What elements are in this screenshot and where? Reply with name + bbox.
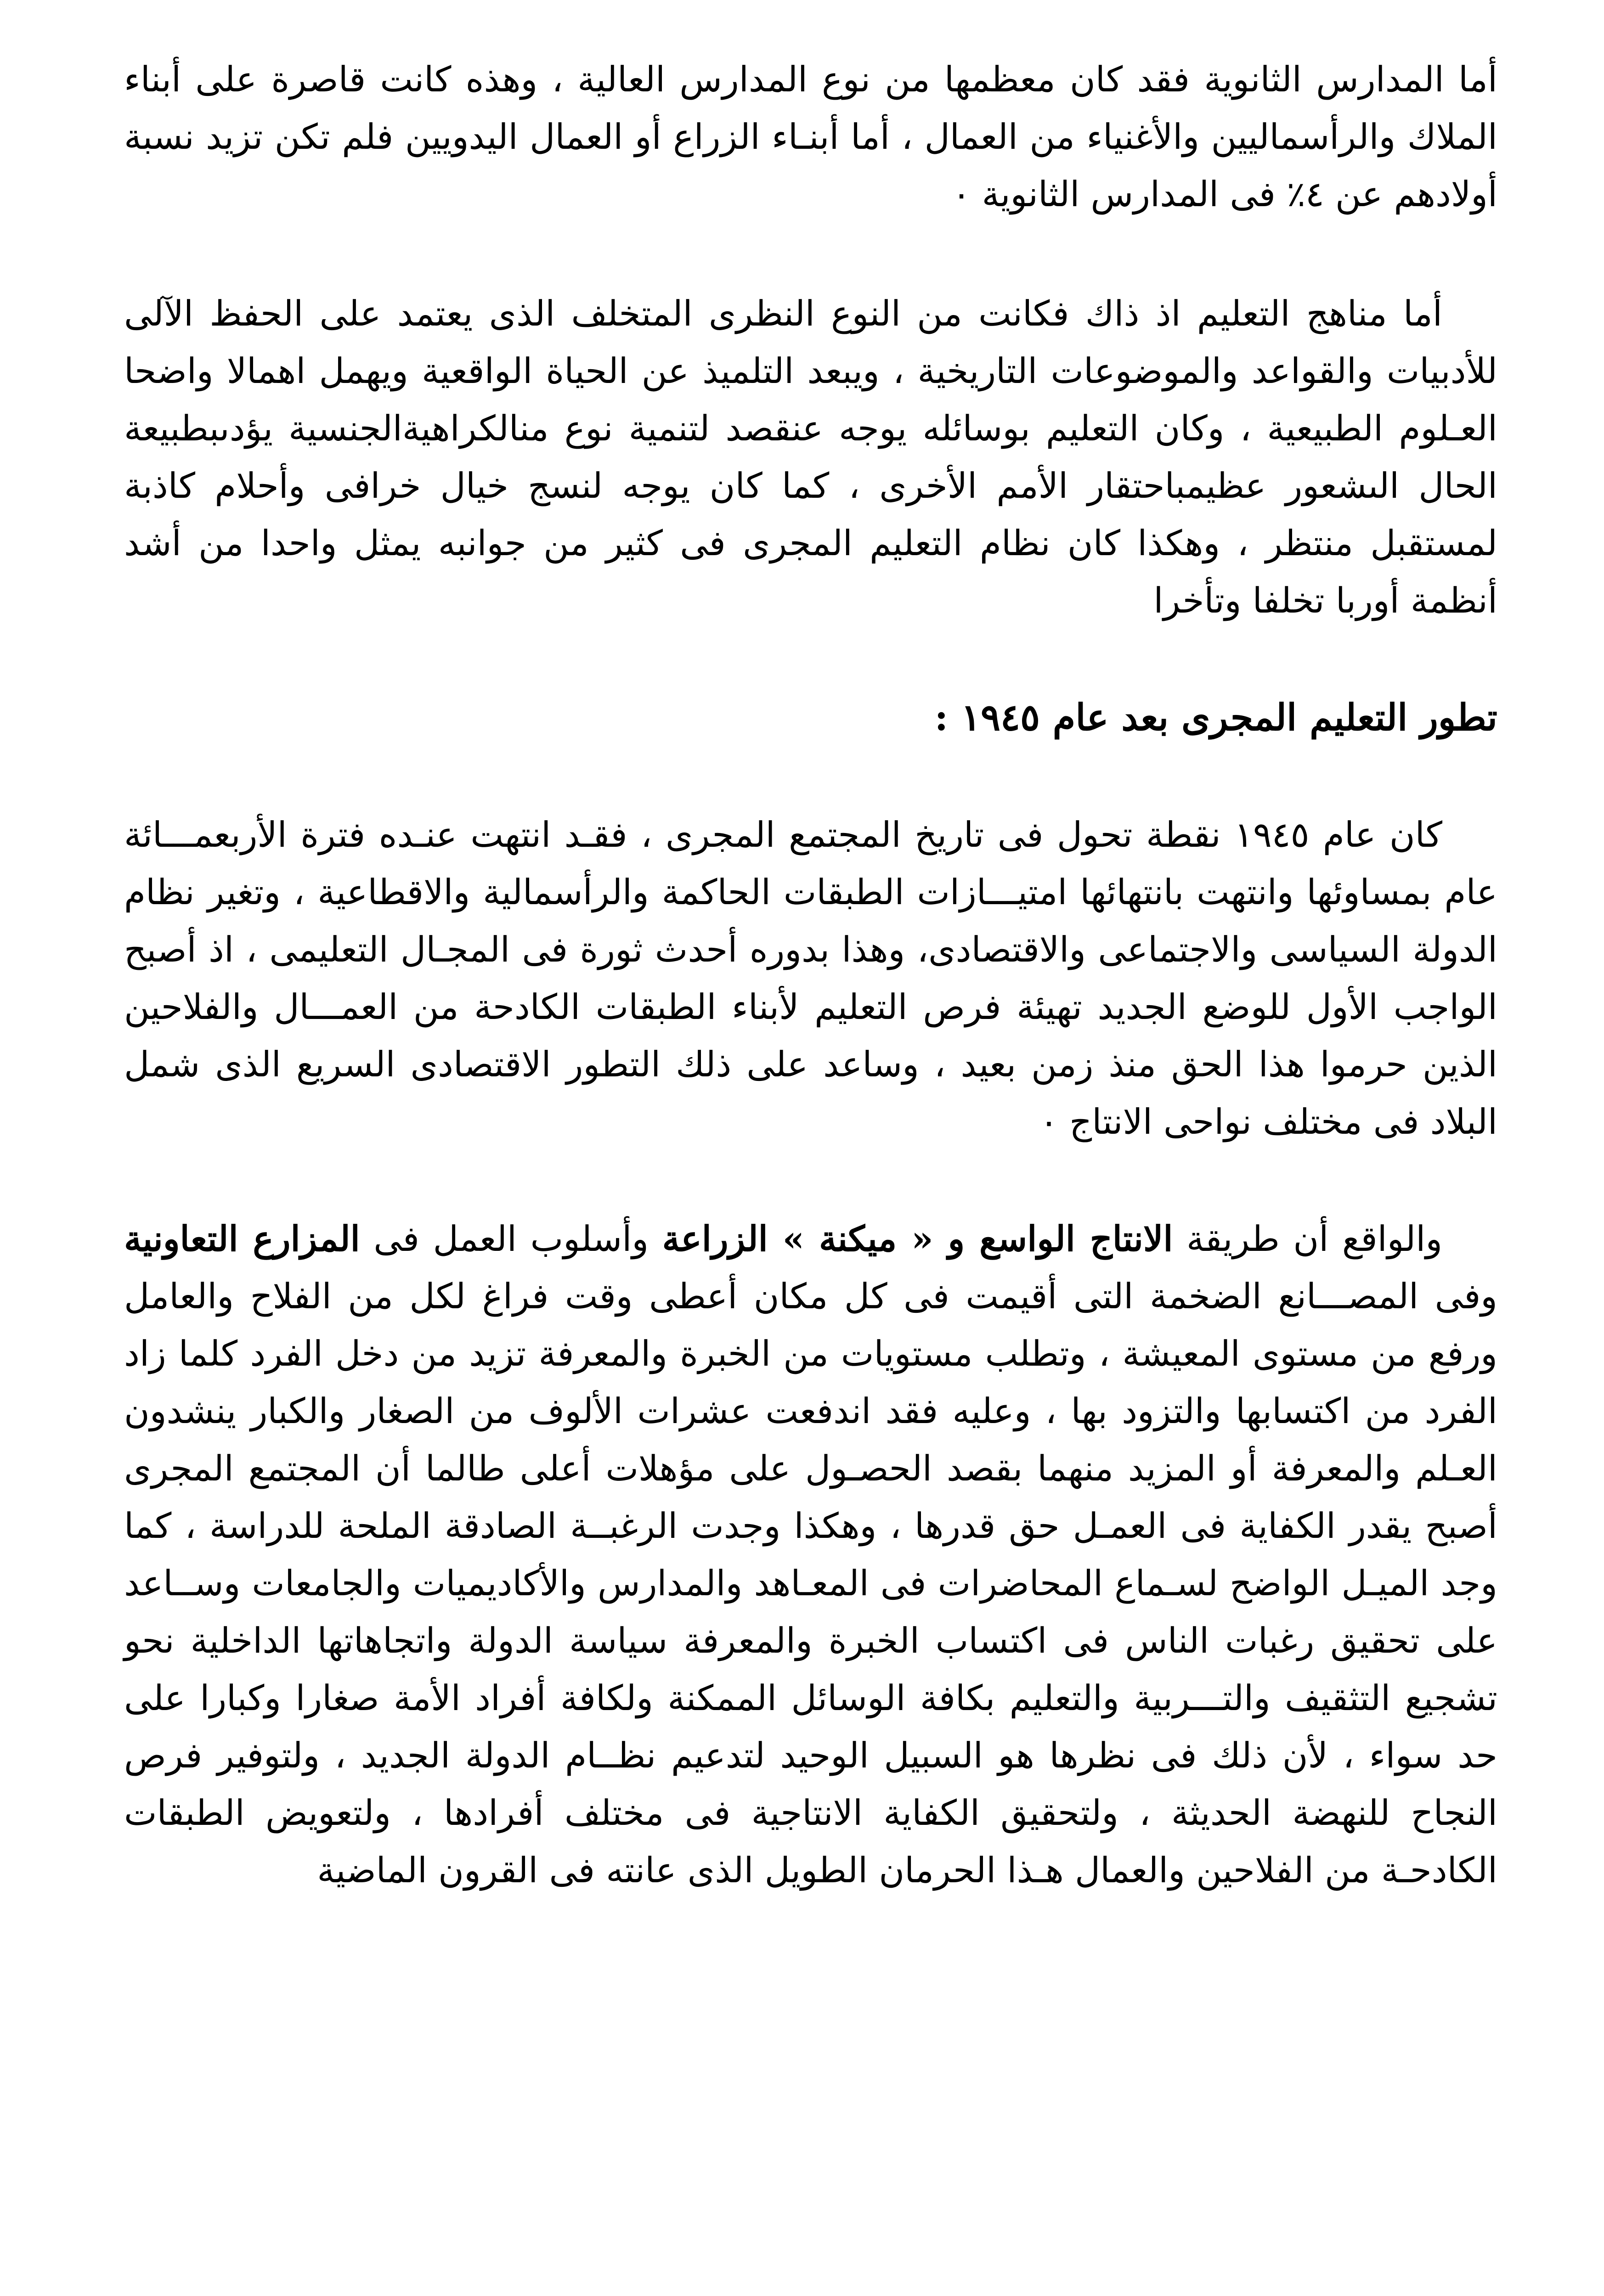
paragraph-turning-point-1945: كان عام ١٩٤٥ نقطة تحول فى تاريخ المجتمع المجرى ، فقـد انتهت عنـده فترة الأربعمـــائة عام بمساوئها وانتهت بانتهائها امتيـــازات الطبقات الحاكمة والرأسمالية والاقطاعية ، وتغير نظام الدولة السياسى والاجتماعى والاقتصادى، وهذا بدوره أحدث ثورة فى المجـال التعليمى ، اذ أصبح الواجب الأول للوضع الجديد تهيئة فرص التعليم لأبناء الطبقات الكادحة من العمـــال والفلاحين الذين حرموا هذا الحق منذ زمن بعيد ، وساعد على ذلك التطور الاقتصادى السريع الذى شمل البلاد فى مختلف نواحى الانتاج ٠ [124,814,1497,1142]
paragraph-curricula: أما مناهج التعليم اذ ذاك فكانت من النوع النظرى المتخلف الذى يعتمد على الحفظ الآلى للأدبيات والقواعد والموضوعات التاريخية ، ويبعد التلميذ عن الحياة الواقعية ويهمل اهمالا واضحا العـلوم الطبيعية ، وكان التعليم بوسائله يوجه عنقصد لتنمية نوع منالكراهيةالجنسية يؤدىبطبيعة الحال الىشعور عظيمباحتقار الأمم الأخرى ، كما كان يوجه لنسج خيال خرافى وأحلام كاذبة لمستقبل منتظر ، وهكذا كان نظام التعليم المجرى فى كثير من جوانبه يمثل واحدا من أشد أنظمة أوربا تخلفا وتأخرا [124,293,1498,621]
paragraph-spacer [124,1150,1497,1210]
paragraph-text: وأسلوب العمل فى [360,1218,662,1259]
paragraph-spacer [124,746,1497,806]
paragraph-secondary-schools: أما المدارس الثانوية فقد كان معظمها من نوع المدارس العالية ، وهذه كانت قاصرة على أبناء الملاك والرأسماليين والأغنياء من العمال ، أما أبنـاء الزراع أو العمال اليدويين فلم تكن تزيد نسبة أولادهم عن ٤٪ فى المدارس الثانوية ٠ [124,59,1497,214]
section-heading: تطور التعليم المجرى بعد عام ١٩٤٥ : [934,696,1497,739]
paragraph-mass-production [124,1210,1497,1899]
paragraph-spacer [124,223,1497,285]
paragraph-text: والواقع أن طريقة [1173,1218,1443,1259]
paragraph-text: وفى المصـــانع الضخمة التى أقيمت فى كل مكان أعطى وقت فراغ لكل من الفلاح والعامل ورفع من مستوى المعيشة ، وتطلب مستويات من الخبرة والمعرفة تزيد من دخل الفرد كلما زاد الفرد من اكتسابها والتزود بها ، وعليه فقد اندفعت عشرات الألوف من الصغار والكبار ينشدون العـلم والمعرفة أو المزيد منهما بقصد الحصـول على مؤهلات أعلى طالما أن المجتمع المجرى أصبح يقدر الكفاية فى العمـل حق قدرها ، وهكذا وجدت الرغبــة الصادقة الملحة للدراسة ، كما وجد الميـل الواضح لسـماع المحاضرات فى المعـاهد والمدارس والأكاديميات والجامعات وســاعد على تحقيق رغبات الناس فى اكتساب الخبرة والمعرفة سياسة الدولة واتجاهاتها الداخلية نحو تشجيع التثقيف والتـــربية والتعليم بكافة الوسائل الممكنة ولكافة أفراد الأمة صغارا وكبارا على حد سواء ، لأن ذلك فى نظرها هو السبيل الوحيد لتدعيم نظــام الدولة الجديد ، ولتوفير فرص النجاح للنهضة الحديثة ، ولتحقيق الكفاية الانتاجية فى مختلف أفرادها ، ولتعويض الطبقات الكادحـة من الفلاحين والعمال هـذا الحرمان الطويل الذى عانته فى القرون الماضية [124,1276,1497,1891]
bold-phrase-mass-production: الانتاج الواسع و « ميكنة » الزراعة [662,1218,1173,1259]
paragraph-spacer [124,629,1497,689]
bold-phrase-cooperative-farms: المزارع التعاونية [124,1218,360,1259]
document-page [124,51,1497,2296]
